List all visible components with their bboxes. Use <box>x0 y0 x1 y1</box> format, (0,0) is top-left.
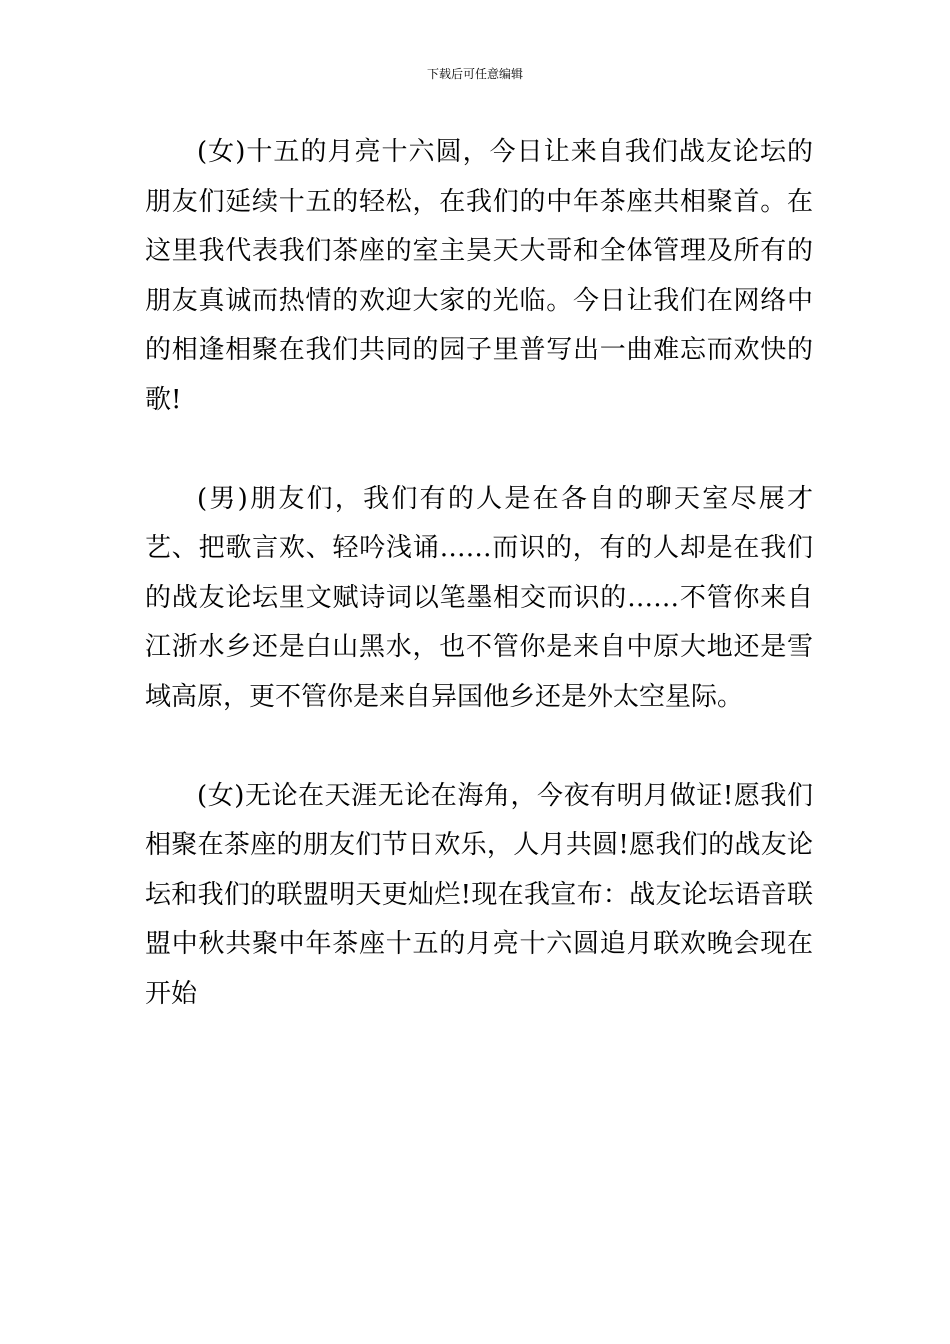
paragraph-female-announcement: (女)无论在天涯无论在海角，今夜有明月做证!愿我们相聚在茶座的朋友们节日欢乐，人月共圆!愿我们的战友论坛和我们的联盟明天更灿烂!现在我宣布：战友论坛语音联盟中秋共聚中年茶座十五的月亮十六圆追月联欢晚会现在开始 <box>145 780 813 1009</box>
document-body <box>145 128 813 1019</box>
page-header: 下载后可任意编辑 <box>426 67 523 81</box>
paragraph-male-speech: (男)朋友们，我们有的人是在各自的聊天室尽展才艺、把歌言欢、轻吟浅诵……而识的，有的人却是在我们的战友论坛里文赋诗词以笔墨相交而识的……不管你来自江浙水乡还是白山黑水，也不管你是来自中原大地还是雪域高原，更不管你是来自异国他乡还是外太空星际。 <box>145 483 813 712</box>
paragraph-female-opening: (女)十五的月亮十六圆，今日让来自我们战友论坛的朋友们延续十五的轻松，在我们的中年茶座共相聚首。在这里我代表我们茶座的室主昊天大哥和全体管理及所有的朋友真诚而热情的欢迎大家的光临。今日让我们在网络中的相逢相聚在我们共同的园子里普写出一曲难忘而欢快的歌! <box>145 137 813 415</box>
